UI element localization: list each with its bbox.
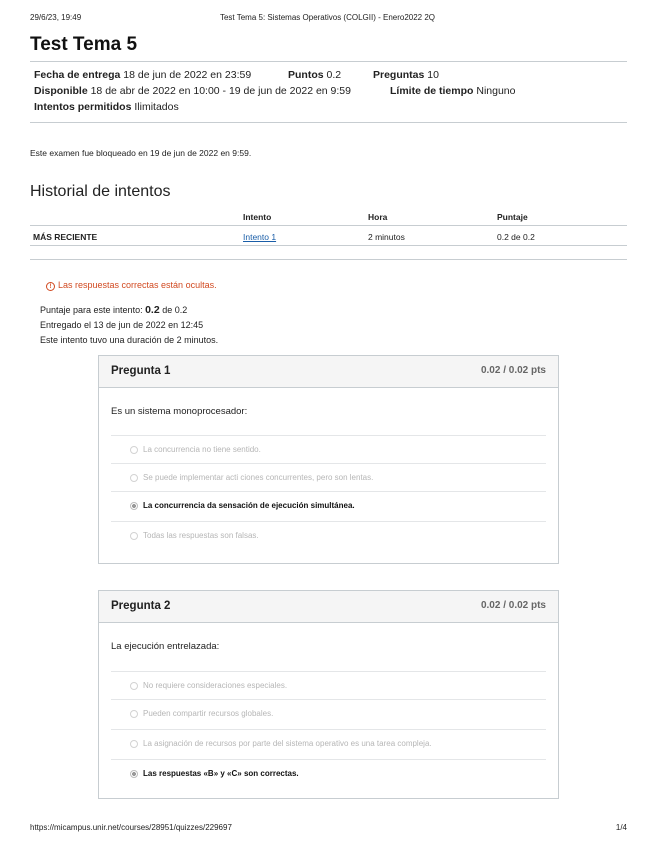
points-label: Puntos	[288, 69, 324, 81]
available-value: 18 de abr de 2022 en 10:00 - 19 de jun de 2022 en 9:59	[90, 85, 351, 97]
question-text: Es un sistema monoprocesador:	[111, 406, 248, 417]
answer-option[interactable]	[111, 729, 546, 757]
points-value: 0.2	[326, 69, 342, 81]
answer-label: No requiere consideraciones especiales.	[143, 681, 288, 690]
print-date: 29/6/23, 19:49	[30, 13, 82, 22]
divider	[30, 259, 627, 260]
radio-icon[interactable]	[130, 446, 138, 454]
attempt-link[interactable]: Intento 1	[243, 232, 277, 242]
radio-icon[interactable]	[130, 532, 138, 540]
history-row-label: MÁS RECIENTE	[33, 232, 98, 242]
history-title: Historial de intentos	[30, 183, 171, 200]
duration-info: Este intento tuvo una duración de 2 minutos.	[40, 335, 219, 345]
attempts-value: Ilimitados	[134, 101, 179, 113]
footer-page-number: 1/4	[615, 823, 627, 832]
radio-icon[interactable]	[130, 682, 138, 690]
question-header	[99, 356, 558, 388]
radio-selected-icon[interactable]	[130, 770, 138, 778]
print-header	[30, 13, 625, 25]
answer-option[interactable]	[111, 699, 546, 727]
question-title: Pregunta 2	[111, 600, 171, 612]
answer-option-selected[interactable]	[111, 491, 546, 519]
history-row-score: 0.2 de 0.2	[497, 232, 535, 242]
answer-label: Pueden compartir recursos globales.	[143, 709, 274, 718]
available-label: Disponible	[34, 85, 88, 97]
questions-value: 10	[427, 69, 439, 81]
question-points: 0.02 / 0.02 pts	[480, 600, 546, 611]
question-card-1	[98, 355, 559, 564]
answer-option[interactable]	[111, 463, 546, 491]
question-title: Pregunta 1	[111, 365, 171, 377]
hidden-answers-note	[46, 280, 217, 291]
due-label: Fecha de entrega	[34, 69, 121, 81]
answer-label: La asignación de recursos por parte del sistema operativo es una tarea compleja.	[143, 739, 432, 748]
question-header	[99, 591, 558, 623]
submitted-info: Entregado el 13 de jun de 2022 en 12:45	[40, 320, 204, 330]
history-table	[30, 208, 627, 246]
answer-label: Las respuestas «B» y «C» son correctas.	[143, 769, 299, 778]
footer-url: https://micampus.unir.net/courses/28951/quizzes/229697	[30, 823, 232, 832]
answer-option-selected[interactable]	[111, 759, 546, 787]
radio-icon[interactable]	[130, 740, 138, 748]
questions-label: Preguntas	[373, 69, 425, 81]
attempts-label: Intentos permitidos	[34, 101, 132, 113]
answer-option[interactable]	[111, 435, 546, 463]
due-value: 18 de jun de 2022 en 23:59	[123, 69, 252, 81]
answer-label: Se puede implementar acti ciones concurrentes, pero son lentas.	[143, 473, 374, 482]
answer-label: La concurrencia no tiene sentido.	[143, 445, 261, 454]
time-limit-value: Ninguno	[476, 85, 516, 97]
score-suffix: de 0.2	[162, 305, 188, 315]
print-doc-title: Test Tema 5: Sistemas Operativos (COLGII) - Enero2022 2Q	[219, 13, 436, 22]
history-header-row	[30, 208, 627, 226]
divider	[30, 61, 627, 62]
answer-option[interactable]	[111, 521, 546, 549]
warning-icon: !	[46, 282, 55, 291]
question-points: 0.02 / 0.02 pts	[480, 365, 546, 376]
radio-selected-icon[interactable]	[130, 502, 138, 510]
time-limit-label: Límite de tiempo	[390, 85, 474, 97]
answer-label: La concurrencia da sensación de ejecución simultánea.	[143, 501, 355, 510]
score-value: 0.2	[145, 304, 160, 316]
table-row	[30, 226, 627, 246]
score-prefix: Puntaje para este intento:	[40, 305, 143, 315]
hidden-answers-text: Las respuestas correctas están ocultas.	[58, 280, 217, 290]
divider	[30, 122, 627, 123]
history-header-attempt: Intento	[243, 212, 272, 222]
answer-option[interactable]	[111, 671, 546, 699]
radio-icon[interactable]	[130, 474, 138, 482]
locked-message: Este examen fue bloqueado en 19 de jun de 2022 en 9:59.	[30, 148, 252, 158]
score-info	[40, 303, 218, 348]
question-card-2	[98, 590, 559, 799]
page-title: Test Tema 5	[30, 34, 138, 55]
history-header-score: Puntaje	[497, 212, 528, 222]
question-text: La ejecución entrelazada:	[111, 641, 220, 652]
answer-label: Todas las respuestas son falsas.	[143, 531, 259, 540]
radio-icon[interactable]	[130, 710, 138, 718]
history-header-time: Hora	[368, 212, 388, 222]
history-row-time: 2 minutos	[368, 232, 405, 242]
